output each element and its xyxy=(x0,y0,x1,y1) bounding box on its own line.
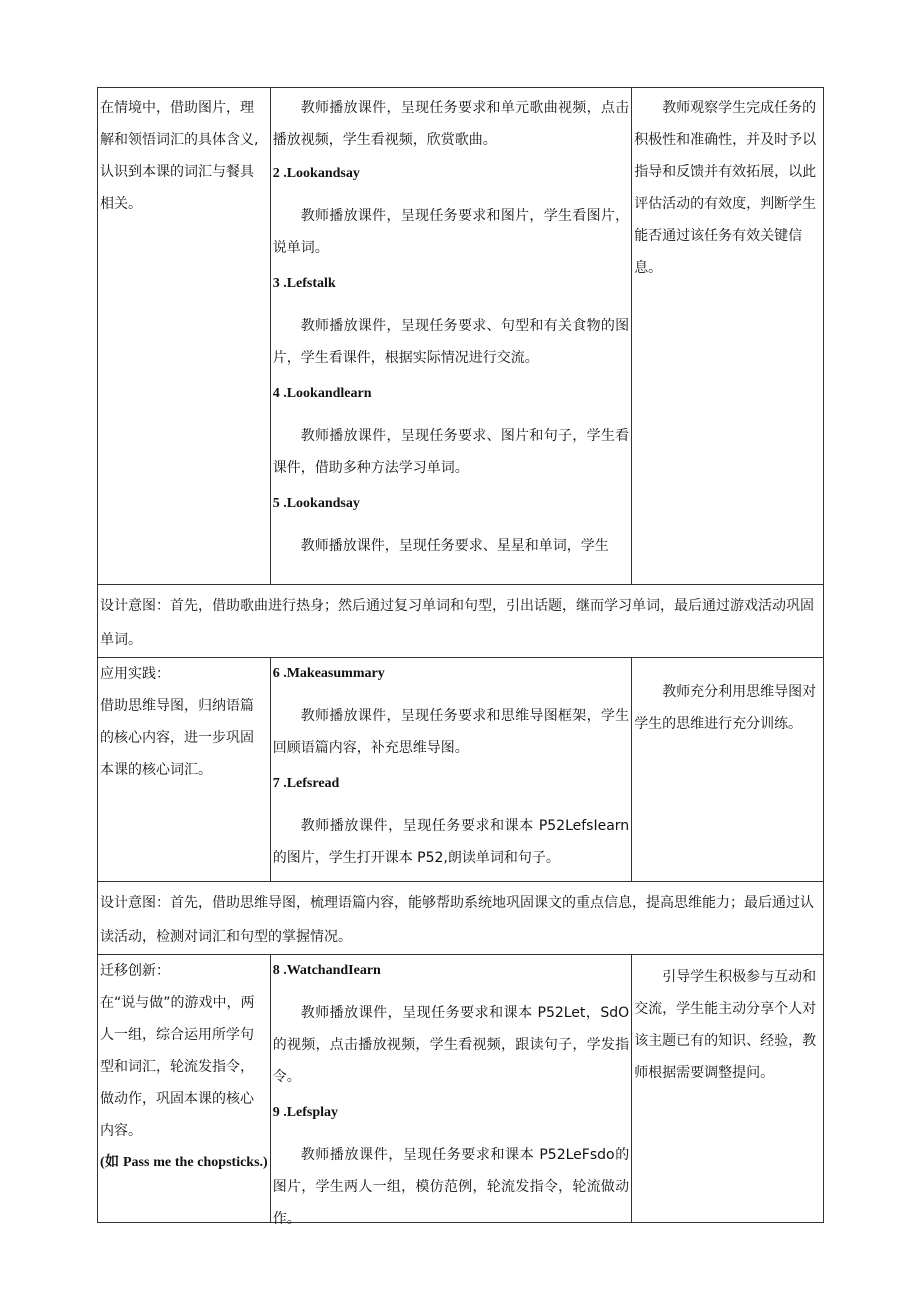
activity-row-transfer xyxy=(98,955,824,1223)
step-8-text: 教师播放课件，呈现任务要求和课本 P52Let，SdO的视频，点击播放视频，学生看视频，跟读句子，学发指令。 xyxy=(272,1005,630,1085)
step-1-text: 教师播放课件，呈现任务要求和单元歌曲视频，点击播放视频，学生看视频，欣赏歌曲。 xyxy=(272,100,630,148)
step-7-text: 教师播放课件，呈现任务要求和课本 P52LefsIearn的图片，学生打开课本 P52,朗读单词和句子。 xyxy=(272,818,630,866)
evaluation-cell xyxy=(632,88,824,585)
step-6-text: 教师播放课件，呈现任务要求和思维导图框架，学生回顾语篇内容，补充思维导图。 xyxy=(272,708,630,756)
objective-cell xyxy=(98,88,271,585)
step-4-title: 4 .Lookandlearn xyxy=(272,386,372,401)
step-7-title: 7 .Lefsread xyxy=(272,776,340,791)
transfer-title: 迁移创新： xyxy=(100,963,170,979)
step-3-text: 教师播放课件，呈现任务要求、句型和有关食物的图片，学生看课件，根据实际情况进行交流。 xyxy=(272,318,630,366)
design-intent-2: 设计意图：首先，借助思维导图，梳理语篇内容，能够帮助系统地巩固课文的重点信息，提高思维能力；最后通过认读活动，检测对词汇和句型的掌握情况。 xyxy=(98,882,824,955)
activity-row-practice xyxy=(98,658,824,882)
step-4-text: 教师播放课件，呈现任务要求、图片和句子，学生看课件，借助多种方法学习单词。 xyxy=(272,428,630,476)
step-2-title: 2 .Lookandsay xyxy=(272,166,360,181)
transfer-objective-text: 在“说与做”的游戏中，两人一组，综合运用所学句型和词汇，轮流发指令，做动作，巩固本课的核心内容。 xyxy=(100,995,255,1139)
design-intent-1: 设计意图：首先，借助歌曲进行热身；然后通过复习单词和句型，引出话题，继而学习单词，最后通过游戏活动巩固单词。 xyxy=(98,585,824,658)
objective-text: 在情境中，借助图片，理解和领悟词汇的具体含义,认识到本课的词汇与餐具相关。 xyxy=(100,100,259,212)
process-cell xyxy=(270,88,631,585)
practice-objective-text: 借助思维导图，归纳语篇的核心内容，进一步巩固本课的核心词汇。 xyxy=(100,698,254,778)
design-row-2 xyxy=(98,882,824,955)
step-6-title: 6 .Makeasummary xyxy=(272,666,385,681)
transfer-evaluation-cell xyxy=(632,955,824,1223)
step-5-title: 5 .Lookandsay xyxy=(272,496,360,511)
practice-process-cell xyxy=(270,658,631,882)
step-2-text: 教师播放课件，呈现任务要求和图片，学生看图片，说单词。 xyxy=(272,208,630,256)
lesson-plan-table xyxy=(97,87,824,1227)
practice-title: 应用实践： xyxy=(100,666,170,682)
transfer-objective-cell xyxy=(98,955,271,1223)
transfer-process-cell xyxy=(270,955,631,1227)
design-row-1 xyxy=(98,585,824,658)
step-9-title: 9 .Lefsplay xyxy=(272,1105,339,1120)
step-8-title: 8 .WatchandIearn xyxy=(272,963,381,978)
step-3-title: 3 .Lefstalk xyxy=(272,276,336,291)
activity-row-learning xyxy=(98,88,824,585)
practice-evaluation-text: 教师充分利用思维导图对学生的思维进行充分训练。 xyxy=(634,684,817,732)
evaluation-text: 教师观察学生完成任务的积极性和准确性，并及时予以指导和反馈并有效拓展，以此评估活动的有效度，判断学生能否通过该任务有效关键信息。 xyxy=(634,100,817,276)
lesson-plan-page xyxy=(97,87,824,1227)
practice-evaluation-cell xyxy=(632,658,824,882)
step-5-text: 教师播放课件，呈现任务要求、星星和单词，学生 xyxy=(300,538,609,554)
practice-objective-cell xyxy=(98,658,271,882)
step-9-text: 教师播放课件，呈现任务要求和课本 P52LeFsdo的图片，学生两人一组，模仿范例，轮流发指令，轮流做动作。 xyxy=(272,1147,630,1227)
transfer-evaluation-text: 引导学生积极参与互动和交流，学生能主动分享个人对该主题已有的知识、经验，教师根据需要调整提问。 xyxy=(634,969,817,1081)
transfer-example: (如 Pass me the chopsticks.) xyxy=(100,1155,268,1170)
